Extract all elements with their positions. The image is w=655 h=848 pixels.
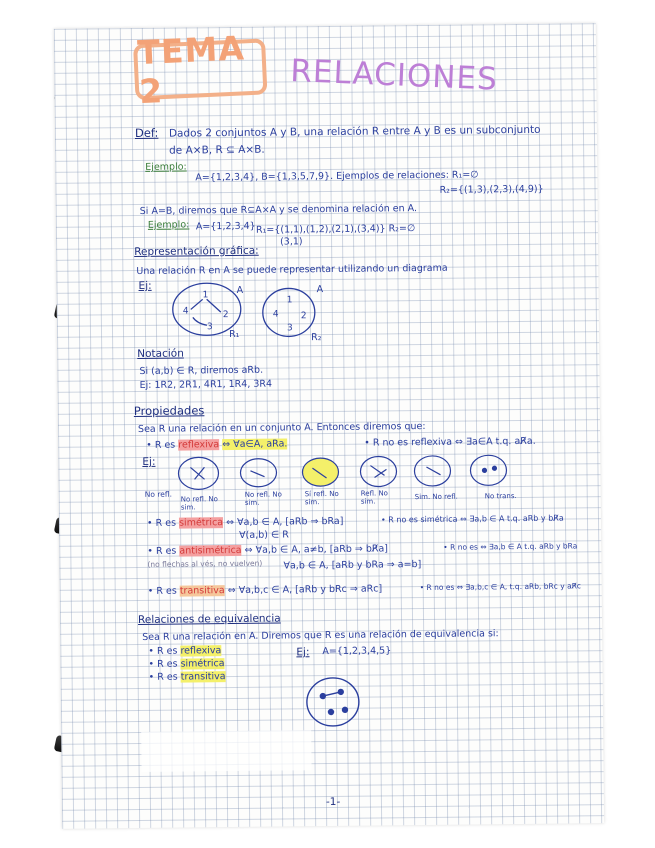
equivalence-item-3-name: transitiva: [180, 671, 226, 683]
reflexive-name: reflexiva: [178, 439, 220, 451]
symmetric-sub: ∀(a,b) ∈ R: [239, 529, 289, 541]
tema-title: TEMA 2: [133, 38, 267, 100]
symmetric-formula: ⇔ ∀a,b ∈ A, [aRb ⇒ bRa]: [226, 515, 344, 529]
properties-intro: Sea R una relación en un conjunto A. Entonces diremos que:: [137, 420, 426, 435]
notation-line: Si (a,b) ∈ R, diremos aRb.: [139, 364, 264, 377]
property-diagram-2: [240, 459, 276, 487]
graphic-diagram-r1: [173, 283, 242, 336]
example1-sets: A={1,2,3,4}, B={1,3,5,7,9}. Ejemplos de relaciones: R₁=∅: [195, 169, 479, 184]
equivalence-item-2-prefix: • R es: [148, 658, 178, 670]
property-diagram-1: [178, 457, 218, 489]
example1-label: Ejemplo:: [145, 161, 187, 173]
antisymmetric-prefix: • R es: [147, 545, 177, 557]
symmetric-name: simétrica: [179, 517, 224, 529]
def-line2: de A×B, R ⊆ A×B.: [169, 143, 265, 157]
antisymmetric-note: (no flechas al vés, no vuelven): [147, 558, 263, 569]
example1-rel2: R₂={(1,3),(2,3),(4,9)}: [439, 183, 544, 196]
svg-text:2: 2: [222, 310, 229, 321]
equivalence-item-1-prefix: • R es: [148, 645, 178, 657]
graphic-diagram-r2: [263, 288, 315, 337]
properties-heading: Propiedades: [133, 403, 205, 419]
reflexive-formula: ⇔ ∀a∈A, aRa.: [222, 438, 288, 451]
page-title: RELACIONES: [289, 52, 499, 98]
svg-text:2: 2: [300, 311, 307, 322]
equivalence-heading: Relaciones de equivalencia: [137, 612, 281, 627]
transitive-formula: ⇔ ∀a,b,c ∈ A, [aRb y bRc ⇒ aRc]: [227, 583, 383, 597]
symmetric-prefix: • R es: [146, 517, 177, 529]
page-number: -1-: [325, 795, 341, 809]
equivalence-ej-label: Ej:: [296, 646, 310, 659]
def-label: Def:: [134, 125, 159, 141]
graphic-r1: R₁: [228, 328, 240, 341]
antisymmetric-negation: • R no es ⇔ ∃a,b ∈ A t.q. aRb y bRa: [443, 541, 578, 552]
equivalence-diagram: [307, 678, 359, 727]
diagram-label-3: No refl. No sim.: [244, 490, 282, 507]
graphic-ej-label: Ej:: [138, 279, 152, 292]
reflexive-prefix: • R es: [146, 439, 176, 451]
property-diagram-3: [302, 458, 338, 486]
same-set-set: A={1,2,3,4}: [195, 220, 256, 233]
graphic-set-a2: A: [316, 284, 324, 296]
same-set-example-label: Ejemplo:: [147, 219, 190, 231]
equivalence-item-2-name: simétrica: [180, 658, 225, 670]
antisymmetric-formula: ⇔ ∀a,b ∈ A, a≠b, [aRb ⇒ bR̸a]: [244, 543, 389, 556]
svg-text:4: 4: [272, 309, 279, 320]
graphic-r2: R₂: [311, 332, 322, 344]
diagrams-layer: [54, 23, 604, 829]
svg-text:4: 4: [182, 306, 189, 317]
graphic-line: Una relación R en A se puede representar utilizando un diagrama: [136, 262, 448, 278]
notebook-page: [54, 23, 604, 829]
diagram-label-2: No refl. No sim.: [180, 495, 218, 512]
svg-text:3: 3: [206, 322, 213, 333]
diagram-label-6: Sim. No refl.: [414, 492, 458, 502]
transitive-negation: • R no es ⇔ ∃a,b,c ∈ A, t.q. aRb, bRc y aR̸c: [419, 581, 582, 593]
equivalence-item-3-prefix: • R es: [148, 671, 178, 683]
transitive-prefix: • R es: [147, 585, 177, 597]
equivalence-set: A={1,2,3,4,5}: [322, 645, 392, 658]
svg-text:1: 1: [286, 295, 293, 306]
equivalence-item-1-name: reflexiva: [180, 645, 222, 657]
symmetric-negation: • R no es simétrica ⇔ ∃a,b ∈ A t.q. aRb y bR̸a: [380, 513, 564, 525]
diagram-label-1: No refl.: [144, 489, 172, 499]
same-set-line: Si A=B, diremos que R⊆A×A y se denomina relación en A.: [139, 203, 418, 217]
graphic-set-a1: A: [236, 284, 244, 296]
antisymmetric-formula2: ∀a,b ∈ A, [aRb y bRa ⇒ a=b]: [283, 559, 422, 572]
diagram-label-5: Refl. No sim.: [360, 489, 388, 506]
same-set-relations: R₁={(1,1),(1,2),(2,1),(3,4)} R₂=∅: [255, 223, 416, 236]
antisymmetric-name: antisimétrica: [179, 544, 242, 557]
diagram-label-4: Sí refl. No sim.: [304, 489, 339, 507]
property-diagram-4: [360, 456, 396, 486]
transitive-name: transitiva: [179, 585, 225, 597]
equivalence-intro: Sea R una relación en A. Diremos que R es una relación de equivalencia si:: [142, 628, 499, 643]
same-set-extra: (3,1): [280, 236, 303, 248]
notation-example: Ej: 1R2, 2R1, 4R1, 1R4, 3R4: [139, 378, 273, 391]
svg-text:1: 1: [202, 290, 209, 301]
def-line1: Dados 2 conjuntos A y B, una relación R entre A y B es un subconjunto: [168, 123, 541, 140]
graphic-heading: Representación gráfica:: [134, 244, 259, 259]
notation-heading: Notación: [137, 347, 184, 361]
diagram-label-7: No trans.: [484, 492, 517, 501]
property-diagram-5: [414, 456, 450, 486]
properties-ej-label: Ej:: [142, 455, 156, 468]
property-diagram-6: [470, 455, 506, 485]
reflexive-negation: • R no es reflexiva ⇔ ∃a∈A t.q. aR̸a.: [364, 435, 536, 449]
svg-text:3: 3: [286, 323, 293, 334]
